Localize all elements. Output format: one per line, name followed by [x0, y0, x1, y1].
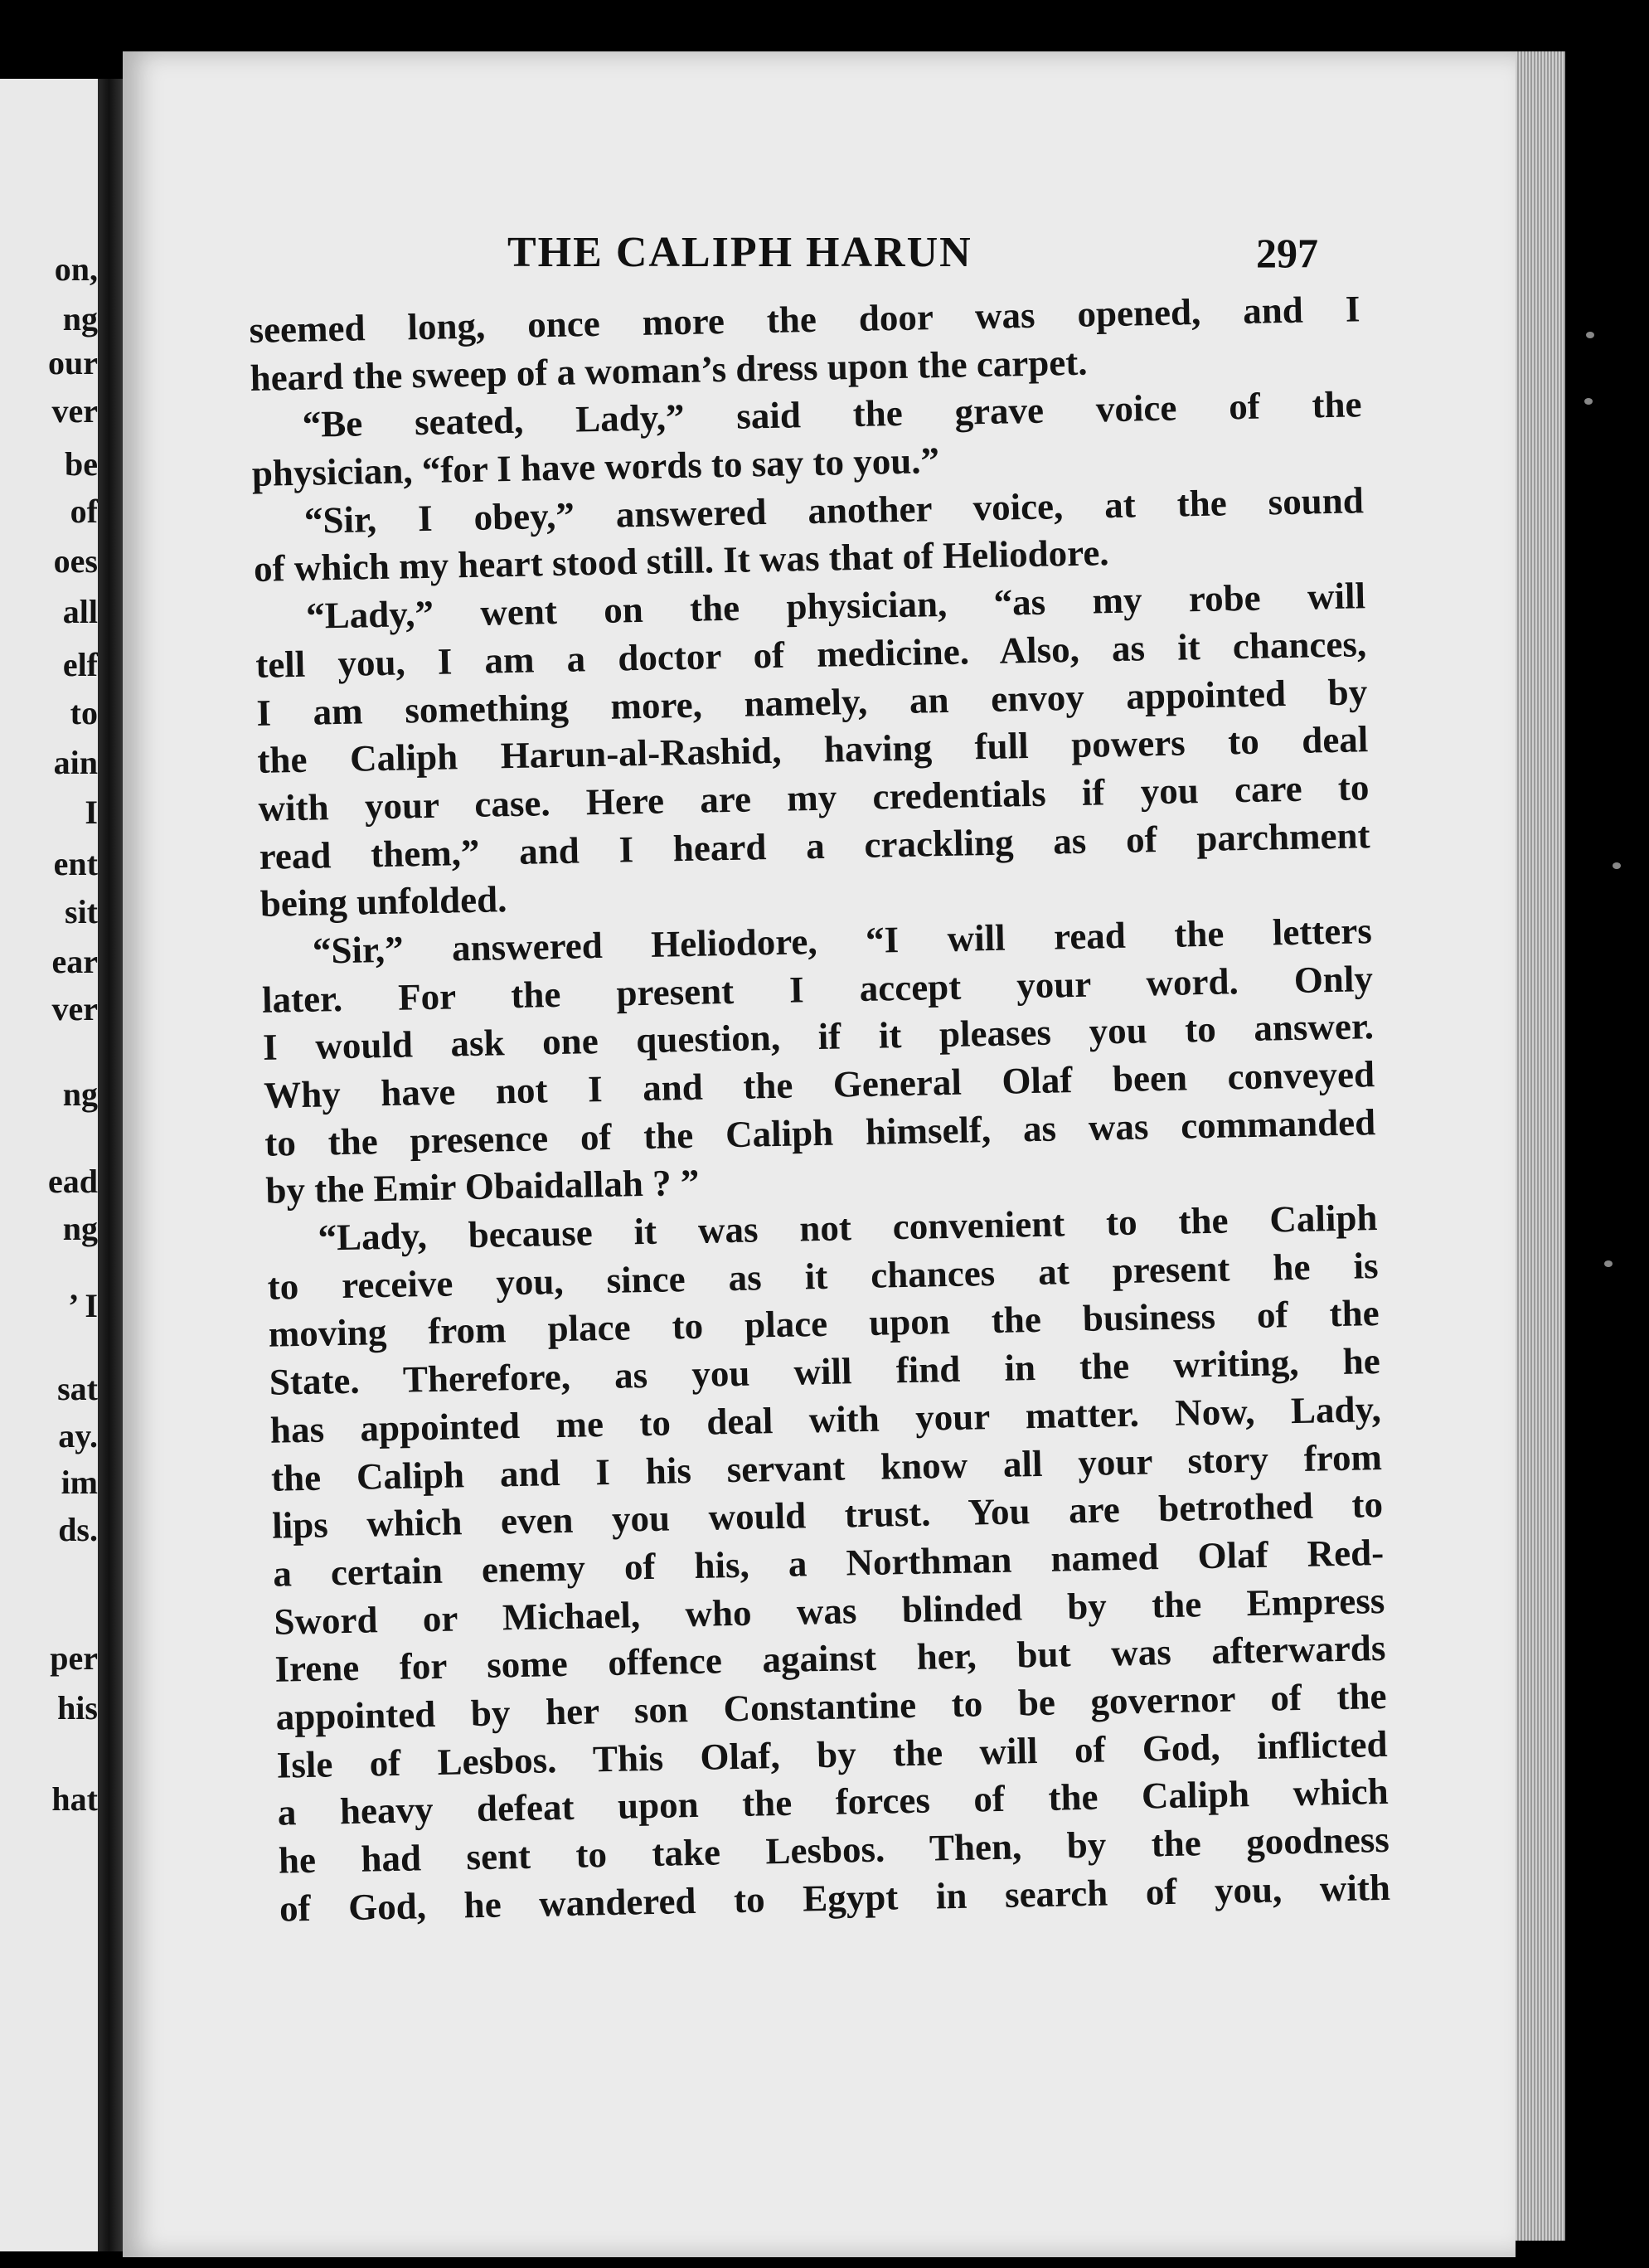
previous-page-text-fragment: im [61, 1464, 98, 1501]
text-line: State. Therefore, as you will find in the writing, he [269, 1340, 1381, 1403]
previous-page-text-fragment: ver [51, 392, 98, 430]
text-line: has appointed me to deal with your matter. Now, Lady, [269, 1387, 1382, 1451]
text-line: being unfolded. [259, 878, 507, 925]
text-line: lips which even you would trust. You are betrothed to [271, 1484, 1384, 1547]
text-line: physician, “for I have words to say to you.” [251, 440, 940, 495]
body-text [249, 285, 1390, 1933]
text-line: Isle of Lesbos. This Olaf, by the will of God, inflicted [276, 1722, 1388, 1786]
text-line: Irene for some offence against her, but was afterwards [274, 1627, 1386, 1690]
previous-page-text-fragment: all [62, 593, 98, 630]
text-line: to the presence of the Caliph himself, as was commanded [264, 1100, 1376, 1164]
previous-page-text-fragment: be [65, 445, 98, 483]
text-line: I am something more, namely, an envoy appointed by [255, 670, 1368, 734]
text-line: “Be seated, Lady,” said the grave voice of the [302, 383, 1362, 446]
text-line: seemed long, once more the door was opened, and I [249, 288, 1360, 351]
text-line: of which my heart stood still. It was that of Heliodore. [253, 532, 1109, 590]
previous-page-text-fragment: ear [51, 943, 98, 980]
previous-page-text-fragment: our [48, 344, 98, 381]
text-line: of God, he wandered to Egypt in search of you, with [279, 1866, 1391, 1930]
text-line: read them,” and I heard a crackling as of parchment [259, 813, 1370, 877]
text-line: Sword or Michael, who was blinded by the Empress [273, 1579, 1385, 1643]
previous-page-text-fragment: oes [53, 542, 98, 580]
text-line: “Lady,” went on the physician, “as my robe will [305, 575, 1366, 637]
previous-page-text-fragment: ay. [58, 1417, 98, 1455]
previous-page-text-fragment: ead [48, 1163, 98, 1200]
previous-page-text-fragment: elf [62, 646, 98, 683]
previous-page-text-fragment: ent [53, 845, 98, 882]
previous-page-text-fragment: per [50, 1639, 98, 1677]
previous-page-text-fragment: ’ I [68, 1287, 98, 1324]
scan-specks [1579, 315, 1629, 1310]
text-line: I would ask one question, if it pleases you to answer. [262, 1005, 1375, 1069]
text-line: tell you, I am a doctor of medicine. Also, as it chances, [255, 623, 1367, 686]
book-gutter [98, 79, 123, 2251]
previous-page-text-fragment: of [70, 493, 98, 530]
text-line: Why have not I and the General Olaf been conveyed [263, 1053, 1375, 1116]
previous-page-text-fragment: ver [51, 990, 98, 1027]
text-line: heard the sweep of a woman’s dress upon the carpet. [250, 341, 1088, 399]
text-line: “Lady, because it was not convenient to the Caliph [318, 1197, 1378, 1259]
text-line: a certain enemy of his, a Northman named Olaf Red- [272, 1531, 1385, 1595]
text-line: to receive you, since as it chances at present he is [267, 1244, 1379, 1308]
text-line: by the Emir Obaidallah ? ” [264, 1162, 700, 1212]
text-line: a heavy defeat upon the forces of the Caliph which [277, 1770, 1390, 1833]
previous-page-text-fragment: on, [54, 250, 98, 288]
text-line: “Sir, I obey,” answered another voice, at the sound [303, 478, 1365, 542]
previous-page-text-fragment: hat [51, 1780, 98, 1818]
previous-page-text-fragment: sit [65, 893, 98, 930]
previous-page-text-fragment: sat [57, 1370, 98, 1407]
text-line: appointed by her son Constantine to be governor of the [275, 1674, 1387, 1738]
page-stack-edge [1516, 51, 1565, 2241]
previous-page-text-fragment: I [85, 794, 98, 831]
page-number: 297 [1256, 230, 1318, 276]
text-line: “Sir,” answered Heliodore, “I will read the letters [312, 910, 1373, 972]
previous-page-text-fragment: his [57, 1689, 98, 1726]
text-line: the Caliph Harun-al-Rashid, having full powers to deal [257, 718, 1369, 782]
text-line: the Caliph and I his servant know all your story from [270, 1435, 1383, 1499]
previous-page-text-fragment: ng [62, 300, 98, 338]
previous-page-text-fragment: ng [62, 1210, 98, 1247]
previous-page-fragment [0, 79, 98, 2251]
text-line: he had sent to take Lesbos. Then, by the goodness [278, 1818, 1390, 1882]
text-line: moving from place to place upon the business of the [268, 1292, 1380, 1356]
previous-page-text-fragment: ds. [58, 1511, 98, 1548]
previous-page-text-fragment: ng [62, 1076, 98, 1113]
previous-page-text-fragment: ain [53, 744, 98, 781]
text-line: later. For the present I accept your word. Only [261, 957, 1374, 1021]
text-line: with your case. Here are my credentials if you care to [258, 766, 1370, 829]
running-head: THE CALIPH HARUN [507, 229, 972, 276]
previous-page-text-fragment: to [70, 694, 98, 731]
